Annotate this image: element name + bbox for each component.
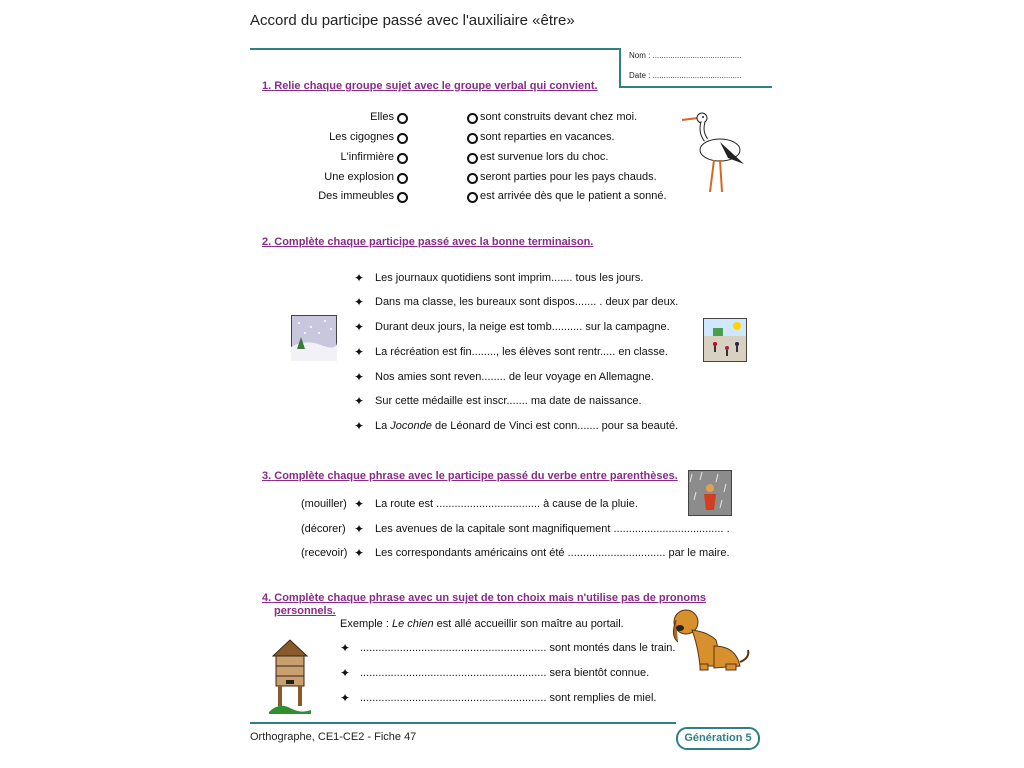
exercise-3-instruction: Complète chaque phrase avec le participe passé du verbe entre parenthèses. [274, 470, 678, 482]
exercise-4-number: 4. [262, 592, 272, 604]
exercise-3-title [262, 470, 678, 482]
exercise-3-number: 3. [262, 470, 272, 482]
star-bullet-icon: ✦ [354, 370, 365, 384]
subject-item: Elles [370, 111, 394, 123]
verb-item: sont reparties en vacances. [480, 131, 615, 143]
exercise-2-item: Les journaux quotidiens sont imprim....... tous les jours. [375, 272, 644, 284]
subject-item: Une explosion [324, 171, 394, 183]
exercise-4-item: ............................................................. sont remplies de miel. [360, 692, 657, 704]
rain-illustration [688, 470, 732, 516]
exercise-2-item: Nos amies sont reven........ de leur voyage en Allemagne. [375, 371, 654, 383]
star-bullet-icon: ✦ [354, 497, 365, 511]
header-rule [250, 48, 620, 50]
star-bullet-icon: ✦ [354, 295, 365, 309]
verb-item: seront parties pour les pays chauds. [480, 171, 657, 183]
star-bullet-icon: ✦ [354, 345, 365, 359]
exercise-2-number: 2. [262, 236, 272, 248]
publisher-badge: Génération 5 [676, 727, 760, 750]
exercise-3-sentence: Les correspondants américains ont été ................................ par le maire. [375, 547, 730, 559]
verb-hint: (décorer) [301, 523, 346, 535]
circle-connector-icon[interactable] [467, 113, 478, 124]
subject-item: Les cigognes [329, 131, 394, 143]
item-text: de Léonard de Vinci est conn....... pour sa beauté. [431, 420, 679, 432]
exercise-1-number: 1. [262, 80, 272, 92]
footer-rule [250, 722, 676, 724]
dog-illustration [670, 606, 752, 674]
exercise-2-item: Sur cette médaille est inscr....... ma date de naissance. [375, 395, 642, 407]
star-bullet-icon: ✦ [354, 320, 365, 334]
star-bullet-icon: ✦ [340, 691, 351, 705]
circle-connector-icon[interactable] [467, 153, 478, 164]
circle-connector-icon[interactable] [467, 133, 478, 144]
star-bullet-icon: ✦ [354, 271, 365, 285]
star-bullet-icon: ✦ [354, 394, 365, 408]
example-label: Exemple : [340, 618, 392, 630]
exercise-2-item: La récréation est fin........, les élèves sont rentr..... en classe. [375, 346, 668, 358]
item-text: La [375, 420, 391, 432]
star-bullet-icon: ✦ [354, 522, 365, 536]
example-sentence [340, 618, 624, 630]
exercise-1-title [262, 80, 598, 92]
header-divider [619, 48, 621, 88]
stork-illustration [676, 108, 748, 194]
example-subject: Le chien [391, 618, 434, 630]
exercise-2-item: Dans ma classe, les bureaux sont dispos....... . deux par deux. [375, 296, 679, 308]
exercise-2-item [375, 420, 678, 432]
circle-connector-icon[interactable] [467, 173, 478, 184]
circle-connector-icon[interactable] [397, 192, 408, 203]
exercise-2-title [262, 236, 593, 248]
circle-connector-icon[interactable] [397, 133, 408, 144]
subject-item: Des immeubles [318, 190, 394, 202]
star-bullet-icon: ✦ [340, 666, 351, 680]
exercise-2-instruction: Complète chaque participe passé avec la bonne terminaison. [274, 236, 594, 248]
header-rule-bottom [619, 86, 772, 88]
circle-connector-icon[interactable] [397, 153, 408, 164]
verb-item: sont construits devant chez moi. [480, 111, 638, 123]
exercise-4-item: ............................................................. sera bientôt connue. [360, 667, 650, 679]
exercise-2-item: Durant deux jours, la neige est tomb.......... sur la campagne. [375, 321, 670, 333]
exercise-4-title-line2: personnels. [274, 605, 336, 617]
exercise-4-title [262, 592, 706, 604]
beehive-illustration [269, 638, 311, 714]
subject-item: L'infirmière [340, 151, 394, 163]
verb-hint: (mouiller) [301, 498, 347, 510]
verb-hint: (recevoir) [301, 547, 348, 559]
exercise-3-sentence: La route est .................................. à cause de la pluie. [375, 498, 638, 510]
footer-label: Orthographe, CE1-CE2 - Fiche 47 [250, 731, 417, 743]
date-field[interactable]: Date : ........................................ [629, 71, 742, 80]
verb-item: est survenue lors du choc. [480, 151, 609, 163]
exercise-3-sentence: Les avenues de la capitale sont magnifiquement .................................... . [375, 523, 730, 535]
circle-connector-icon[interactable] [397, 113, 408, 124]
example-text: est allé accueillir son maître au portail. [433, 618, 624, 630]
artwork-title: Joconde [390, 420, 432, 432]
nom-field[interactable]: Nom : ........................................ [629, 51, 742, 60]
exercise-4-instruction: Complète chaque phrase avec un sujet de ton choix mais n'utilise pas de pronoms [274, 592, 706, 604]
star-bullet-icon: ✦ [354, 419, 365, 433]
verb-item: est arrivée dès que le patient a sonné. [480, 190, 667, 202]
star-bullet-icon: ✦ [340, 641, 351, 655]
circle-connector-icon[interactable] [397, 173, 408, 184]
star-bullet-icon: ✦ [354, 546, 365, 560]
playground-illustration [703, 318, 747, 362]
exercise-1-instruction: Relie chaque groupe sujet avec le groupe verbal qui convient. [274, 80, 598, 92]
snow-landscape-illustration [291, 315, 337, 361]
page-title: Accord du participe passé avec l'auxiliaire «être» [250, 12, 575, 29]
exercise-4-item: ............................................................. sont montés dans le train. [360, 642, 676, 654]
circle-connector-icon[interactable] [467, 192, 478, 203]
